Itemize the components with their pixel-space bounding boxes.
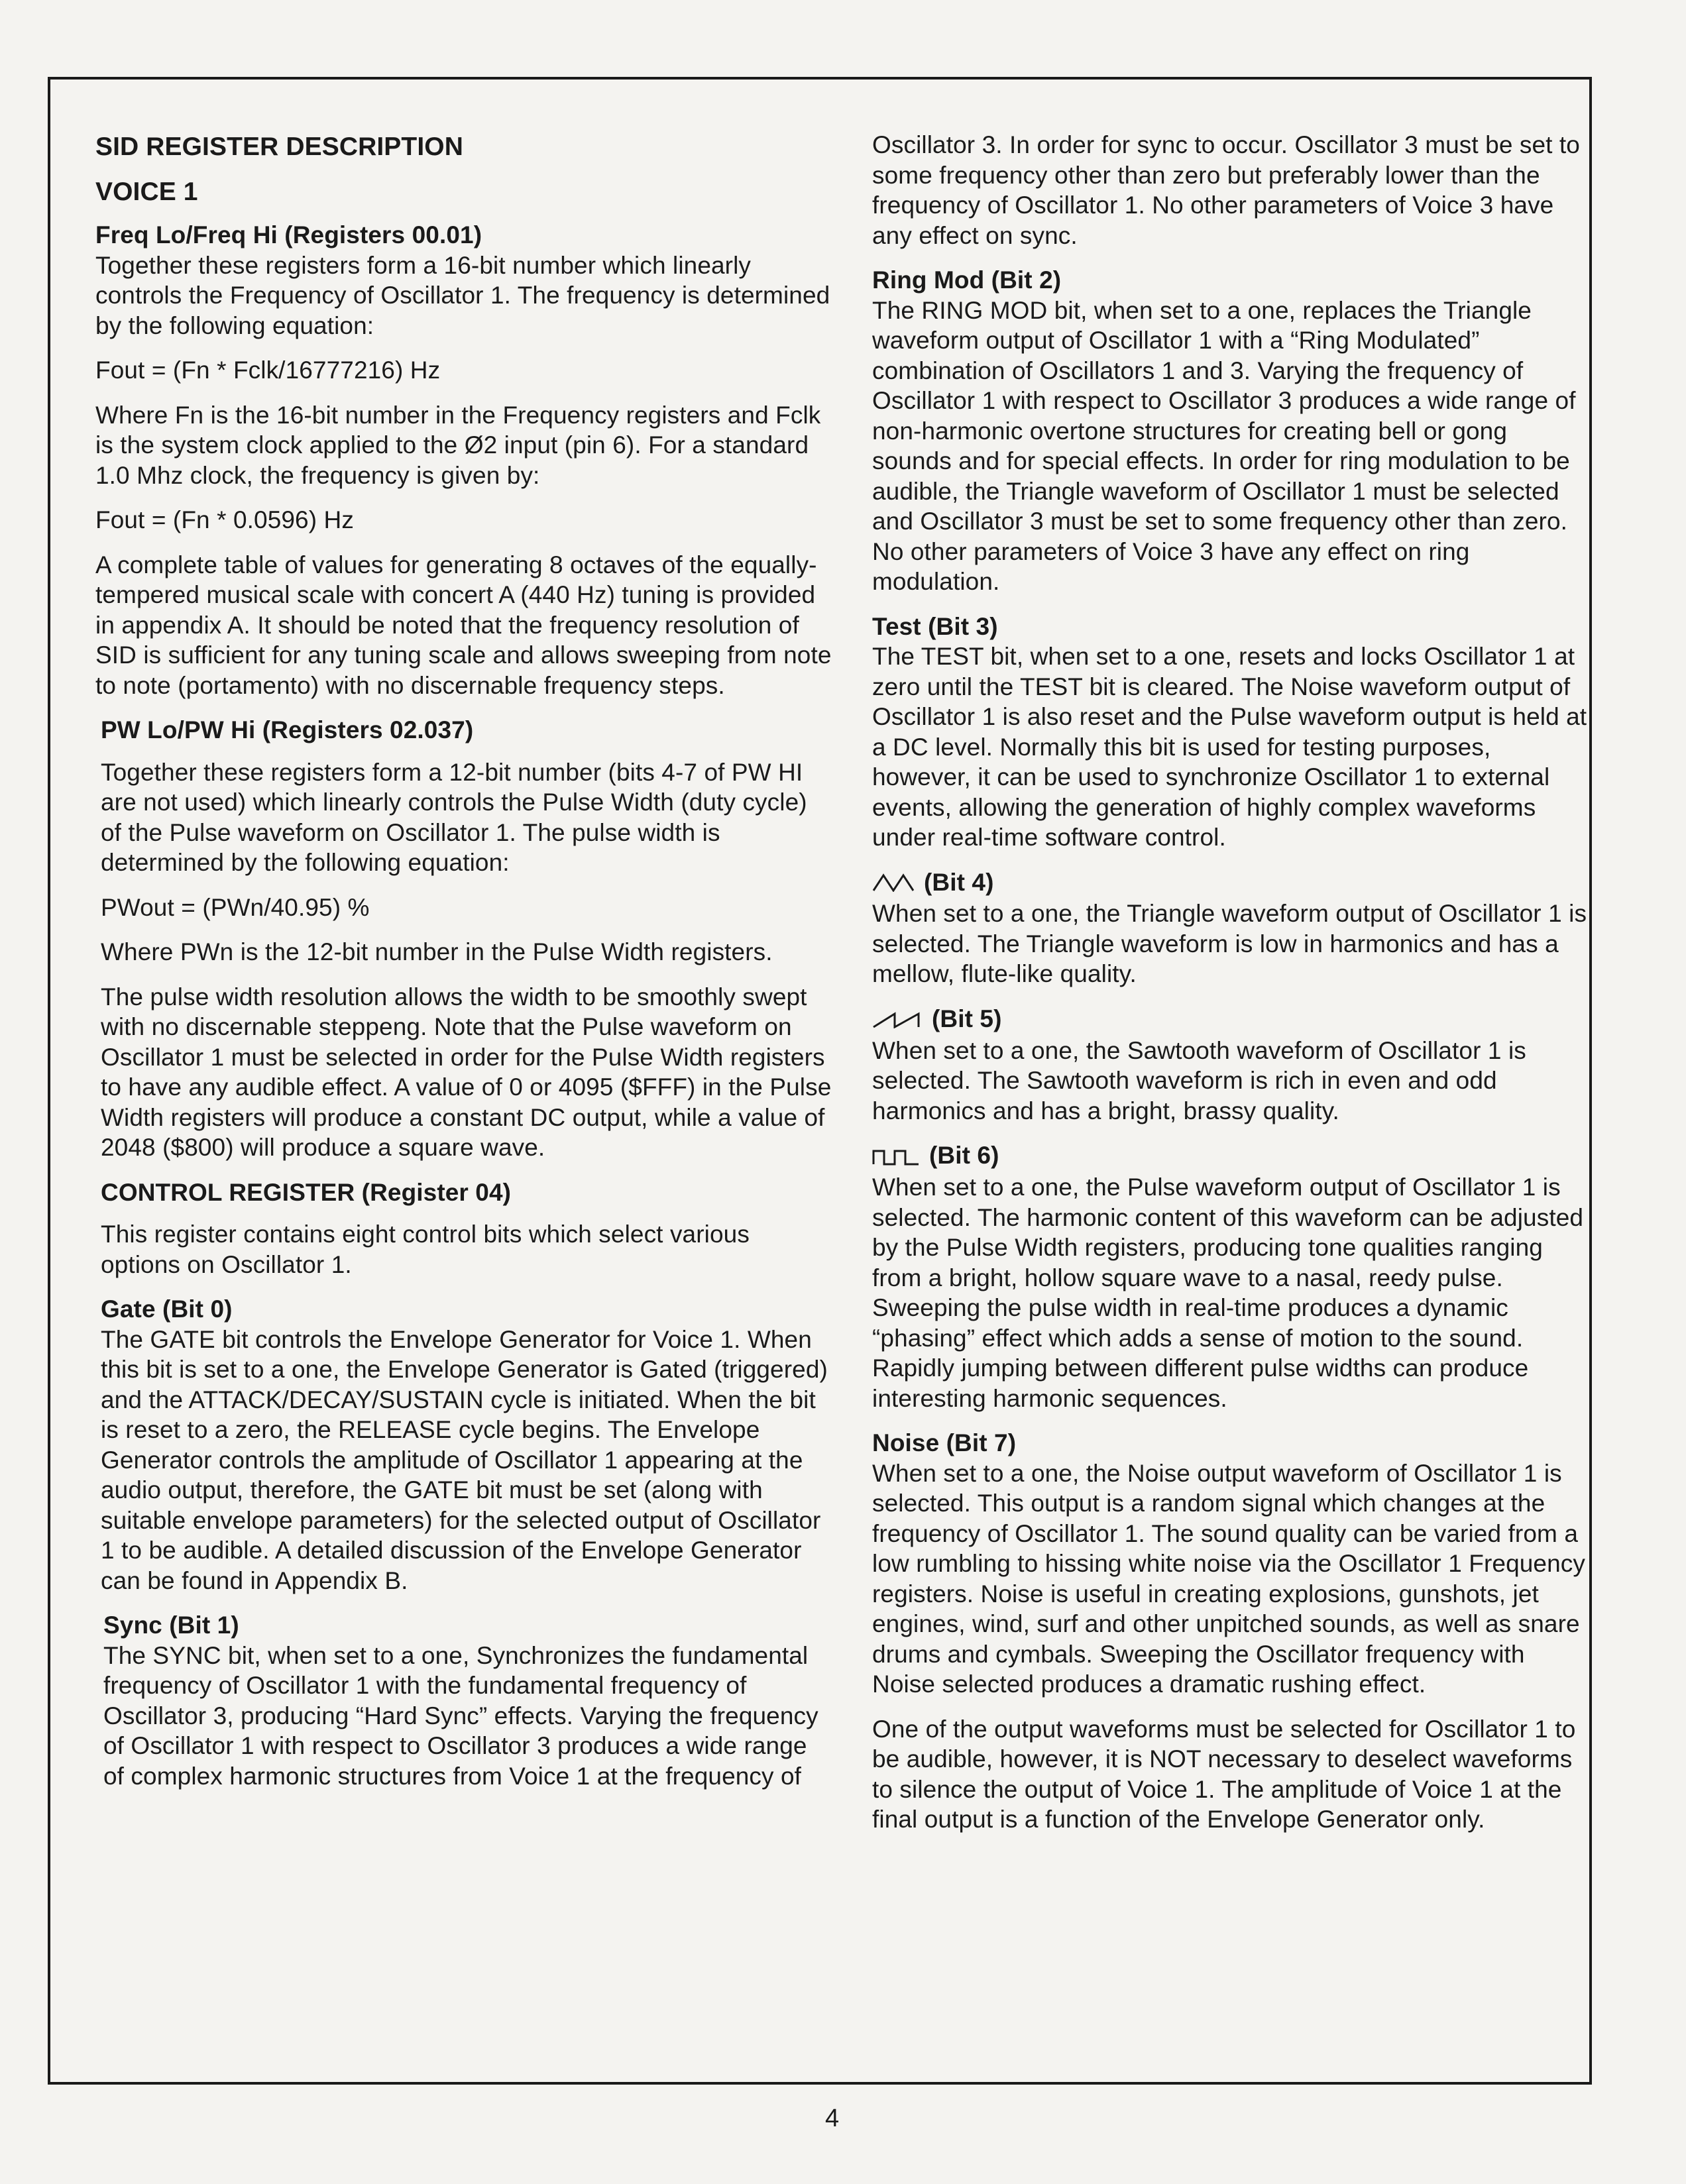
pw-equation: PWout = (PWn/40.95) % <box>101 893 370 921</box>
sawtooth-bit-label: (Bit 5) <box>932 1005 1002 1032</box>
freq-paragraph-3: A complete table of values for generating 8 octaves of the equally-tempered musical scale with concert A (440 Hz) tuning is provided in appendix A. It should be noted that the frequency resolution of SID is sufficient for any tuning scale and allows sweeping from note to note (portamento) with no discernable frequency steps. <box>95 551 832 699</box>
right-column <box>872 130 1588 1849</box>
gate-paragraph: The GATE bit controls the Envelope Generator for Voice 1. When this bit is set to a one, the Envelope Generator is Gated (triggered) and the ATTACK/DECAY/SUSTAIN cycle is initiated. When the bit is reset to a zero, the RELEASE cycle begins. The Envelope Generator controls the amplitude of Oscillator 1 appearing at the audio output, therefore, the GATE bit must be set (along with suitable envelope parameters) for the selected output of Oscillator 1 to be audible. A detailed discussion of the Envelope Generator can be found in Appendix B. <box>101 1325 828 1594</box>
pulse-bit-label: (Bit 6) <box>929 1142 999 1170</box>
sync-paragraph-continued: Oscillator 3. In order for sync to occur. Oscillator 3 must be set to some frequency other than zero but preferably lower than the frequency of Oscillator 1. No other parameters of Voice 3 have any effect on sync. <box>872 131 1580 249</box>
sync-paragraph: The SYNC bit, when set to a one, Synchronizes the fundamental frequency of Oscillator 1 with the fundamental frequency of Oscillator 3, producing “Hard Sync” effects. Varying the frequency of Oscillator 1 with respect to Oscillator 3 produces a wide range of complex harmonic structures from Voice 1 at the frequency of <box>103 1641 818 1790</box>
gate-heading: Gate (Bit 0) <box>101 1295 233 1323</box>
sawtooth-paragraph: When set to a one, the Sawtooth waveform of Oscillator 1 is selected. The Sawtooth waveform is rich in even and odd harmonics and has a bright, brassy quality. <box>872 1036 1526 1124</box>
page-number: 4 <box>825 2104 840 2132</box>
page-frame <box>48 77 1592 2085</box>
ring-mod-heading: Ring Mod (Bit 2) <box>872 266 1062 294</box>
final-paragraph: One of the output waveforms must be selected for Oscillator 1 to be audible, however, it is NOT necessary to deselect waveforms to silence the output of Voice 1. The amplitude of Voice 1 at the final output is a function of the Envelope Generator only. <box>872 1715 1576 1833</box>
triangle-bit-label: (Bit 4) <box>924 868 994 896</box>
left-column <box>95 131 834 1806</box>
noise-heading: Noise (Bit 7) <box>872 1429 1017 1457</box>
sawtooth-wave-icon <box>872 1005 923 1036</box>
control-register-paragraph: This register contains eight control bits which select various options on Oscillator 1. <box>101 1221 750 1278</box>
ring-mod-paragraph: The RING MOD bit, when set to a one, replaces the Triangle waveform output of Oscillator 1 with a “Ring Modulated” combination of Oscillators 1 and 3. Varying the frequency of Oscillator 1 with respect to Oscillator 3 produces a wide range of non-harmonic overtone structures for creating bell or gong sounds and for special effects. In order for ring modulation to be audible, the Triangle waveform of Oscillator 1 must be selected and Oscillator 3 must be set to some frequency other than zero. No other parameters of Voice 3 have any effect on ring modulation. <box>872 296 1576 595</box>
freq-paragraph-2: Where Fn is the 16-bit number in the Frequency registers and Fclk is the system clock applied to the Ø2 input (pin 6). For a standard 1.0 Mhz clock, the frequency is given by: <box>95 401 821 489</box>
pulse-bit-heading <box>872 1140 1588 1172</box>
triangle-bit-heading <box>872 867 1588 899</box>
freq-heading: Freq Lo/Freq Hi (Registers 00.01) <box>95 221 482 248</box>
page-title: SID REGISTER DESCRIPTION <box>95 133 463 161</box>
freq-equation-2: Fout = (Fn * 0.0596) Hz <box>95 506 354 533</box>
pw-paragraph-3: The pulse width resolution allows the width to be smoothly swept with no discernable steppeng. Note that the Pulse waveform on Oscillator 1 must be selected in order for the Pulse Width registers to have any audible effect. A value of 0 or 4095 ($FFF) in the Pulse Width registers will produce a constant DC output, while a value of 2048 ($800) will produce a square wave. <box>101 983 832 1161</box>
noise-paragraph: When set to a one, the Noise output waveform of Oscillator 1 is selected. This output is a random signal which changes at the frequency of Oscillator 1. The sound quality can be varied from a low rumbling to hissing white noise via the Oscillator 1 Frequency registers. Noise is useful in creating explosions, gunshots, jet engines, wind, surf and other unpitched sounds, as well as snare drums and cymbals. Sweeping the Oscillator frequency with Noise selected produces a dramatic rushing effect. <box>872 1459 1585 1698</box>
freq-equation-1: Fout = (Fn * Fclk/16777216) Hz <box>95 356 441 384</box>
test-paragraph: The TEST bit, when set to a one, resets and locks Oscillator 1 at zero until the TEST bit is cleared. The Noise waveform output of Oscillator 1 is also reset and the Pulse waveform output is held at a DC level. Normally this bit is used for testing purposes, however, it can be used to synchronize Oscillator 1 to external events, allowing the generation of highly complex waveforms under real-time software control. <box>872 643 1587 851</box>
pw-paragraph-2: Where PWn is the 12-bit number in the Pulse Width registers. <box>101 938 773 965</box>
triangle-paragraph: When set to a one, the Triangle waveform output of Oscillator 1 is selected. The Triangle waveform is low in harmonics and has a mellow, flute-like quality. <box>872 900 1587 988</box>
sync-heading: Sync (Bit 1) <box>103 1611 239 1639</box>
pulse-wave-icon <box>872 1142 920 1173</box>
pw-heading: PW Lo/PW Hi (Registers 02.037) <box>101 716 474 743</box>
triangle-wave-icon <box>872 869 915 899</box>
pulse-paragraph: When set to a one, the Pulse waveform output of Oscillator 1 is selected. The harmonic content of this waveform can be adjusted by the Pulse Width registers, producing tone qualities ranging from a bright, hollow square wave to a nasal, reedy pulse. Sweeping the pulse width in real-time produces a dynamic “phasing” effect which adds a sense of motion to the sound. Rapidly jumping between different pulse widths can produce interesting harmonic sequences. <box>872 1174 1584 1412</box>
test-heading: Test (Bit 3) <box>872 612 998 640</box>
voice-heading: VOICE 1 <box>95 178 198 206</box>
sawtooth-bit-heading <box>872 1004 1588 1036</box>
freq-paragraph-1: Together these registers form a 16-bit number which linearly controls the Frequency of Oscillator 1. The frequency is determined by the following equation: <box>95 251 830 339</box>
pw-paragraph-1: Together these registers form a 12-bit number (bits 4-7 of PW HI are not used) which linearly controls the Pulse Width (duty cycle) of the Pulse waveform on Oscillator 1. The pulse width is determined by the following equation: <box>101 758 807 876</box>
control-register-heading: CONTROL REGISTER (Register 04) <box>101 1178 512 1206</box>
